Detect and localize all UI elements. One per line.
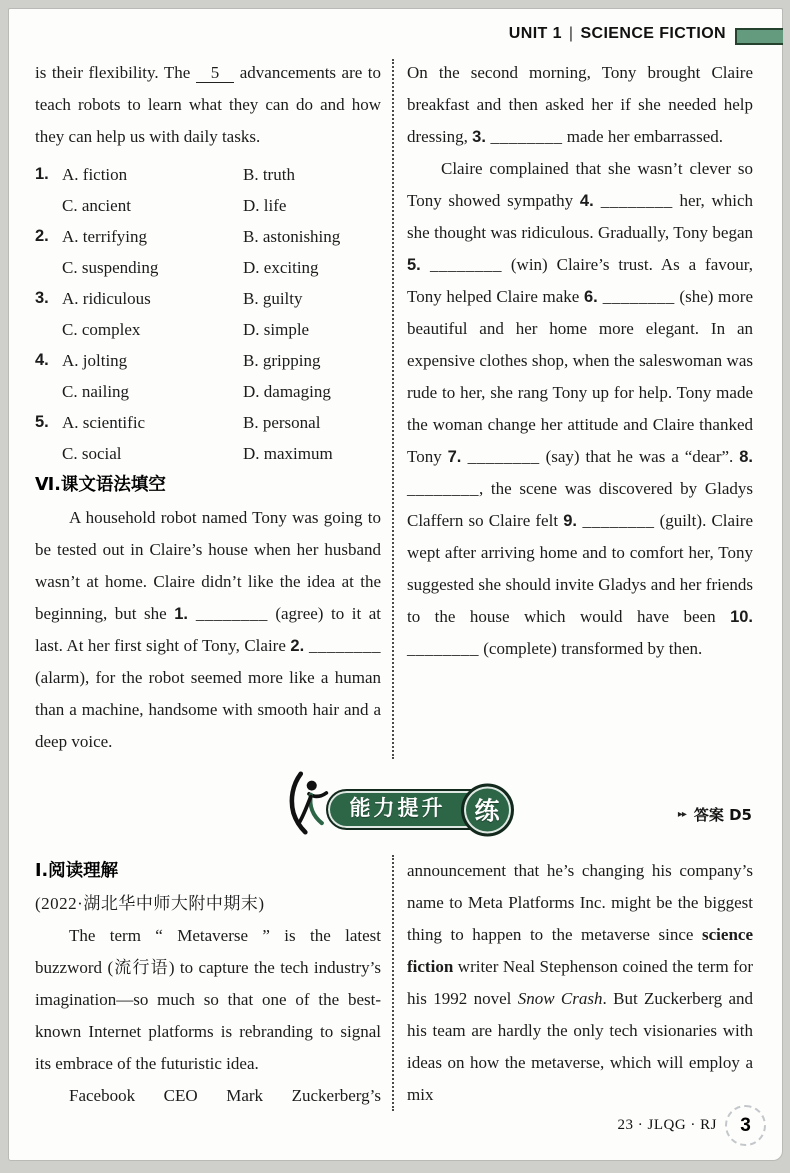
option-b: B. personal: [243, 413, 321, 432]
column-divider-bottom: [392, 855, 394, 1111]
page: [8, 8, 783, 1161]
option-a: A. terrifying: [62, 227, 147, 246]
grammar-fill-paragraph: A household robot named Tony was going to be tested out in Claire’s house when her husband wasn’t at home. Claire didn’t like the idea at the beginning, but she 1. ________ (agree) to it at last. At her first sight of Tony, Claire 2. ________ (alarm), for the robot seemed more like a human than a machine, handsome with smooth hair and a deep voice.: [35, 508, 381, 751]
ability-practice-badge: [286, 775, 506, 844]
bottom-left-column: [35, 855, 381, 1112]
question-number: [35, 314, 62, 345]
option-row: [35, 314, 381, 345]
top-left-column: [35, 57, 381, 758]
option-c: C. suspending: [62, 258, 159, 277]
header-divider: |: [568, 25, 574, 42]
option-row: [35, 221, 381, 252]
reading-paragraph-1: The term “ Metaverse ” is the latest buzzword (流行语) to capture the tech industry’s imagination—so much so that one of the best-known Internet platforms is rebranding to signal its embrace of the futuristic idea.: [35, 926, 381, 1073]
question-number: [35, 252, 62, 283]
option-d: D. simple: [243, 320, 310, 339]
section-heading-grammar-fill: Ⅵ.课文语法填空: [35, 475, 166, 495]
unit-label: UNIT 1: [508, 25, 562, 42]
question-number: [35, 376, 62, 407]
badge-label: 能力提升: [326, 789, 506, 830]
option-d: D. maximum: [243, 444, 333, 463]
answer-reference: [678, 804, 752, 825]
header-green-bar: [735, 28, 783, 45]
reading-paragraph-2: Facebook CEO Mark Zuckerberg’s: [69, 1086, 381, 1105]
reading-paragraph-cont: announcement that he’s changing his company’s name to Meta Platforms Inc. might be the biggest thing to happen to the metaverse since science fiction writer Neal Stephenson coined the term for his 1992 novel Snow Crash. But Zuckerberg and his team are hardly the only tech visionaries with ideas on how the metaverse, which will employ a mix: [407, 861, 753, 1104]
bottom-right-column: [407, 855, 753, 1111]
grammar-fill-paragraph-cont: On the second morning, Tony brought Claire breakfast and then asked her if she needed help dressing, 3. ________ made her embarrassed.: [407, 63, 753, 146]
column-divider-top: [392, 59, 394, 759]
option-b: B. truth: [243, 165, 295, 184]
question-number: 5.: [35, 413, 49, 431]
option-row: [35, 190, 381, 221]
top-right-column: [407, 57, 753, 665]
question-number: 3.: [35, 289, 49, 307]
option-row: [35, 376, 381, 407]
option-d: D. life: [243, 196, 287, 215]
option-row: [35, 345, 381, 376]
option-d: D. damaging: [243, 382, 331, 401]
option-c: C. ancient: [62, 196, 131, 215]
page-number: 3: [740, 1114, 751, 1136]
option-a: A. fiction: [62, 165, 128, 184]
question-number: 2.: [35, 227, 49, 245]
option-c: C. nailing: [62, 382, 130, 401]
option-c: C. social: [62, 444, 122, 463]
option-a: A. jolting: [62, 351, 128, 370]
option-d: D. exciting: [243, 258, 319, 277]
option-a: A. scientific: [62, 413, 146, 432]
book-code: 23 · JLQG · RJ: [617, 1117, 717, 1133]
question-number: [35, 190, 62, 221]
page-footer: [618, 1105, 767, 1146]
option-b: B. gripping: [243, 351, 321, 370]
question-number: [35, 438, 62, 469]
option-row: [35, 252, 381, 283]
badge-pill-group: [326, 789, 506, 830]
grammar-fill-paragraph-2: Claire complained that she wasn’t clever so Tony showed sympathy 4. ________ her, which she thought was ridiculous. Gradually, Tony began 5. ________ (win) Claire’s trust. As a favour, Tony helped Claire make 6. ________ (she) more beautiful and her home more elegant. In an expensive clothes shop, when the saleswoman was rude to her, she rang Tony up for help. Tony made the woman change her attitude and Claire thanked Tony 7. ________ (say) that he was a “dear”. 8. ________, the scene was discovered by Gladys Claffern so Claire felt 9. ________ (guilt). Claire wept after arriving home and to comfort her, Tony suggested she should invite Gladys and her friends to the house which would have been 10. ________ (complete) transformed by then.: [407, 159, 753, 658]
option-c: C. complex: [62, 320, 141, 339]
options-list: [35, 159, 381, 469]
option-row: [35, 159, 381, 190]
answer-ref-label: 答案 D5: [693, 806, 752, 824]
option-row: [35, 407, 381, 438]
option-b: B. guilty: [243, 289, 303, 308]
option-b: B. astonishing: [243, 227, 341, 246]
cloze-intro-paragraph: is their flexibility. The 5 advancements are to teach robots to learn what they can do and how they can help us with daily tasks.: [35, 63, 381, 146]
option-row: [35, 283, 381, 314]
option-row: [35, 438, 381, 469]
page-header: [509, 25, 726, 43]
section-heading-reading: Ⅰ.阅读理解: [35, 861, 119, 881]
double-arrow-icon: ▸▸: [677, 809, 686, 820]
badge-circle-label: 练: [461, 783, 514, 836]
page-number-badge: [725, 1105, 766, 1146]
section-title: SCIENCE FICTION: [580, 25, 726, 42]
option-a: A. ridiculous: [62, 289, 151, 308]
question-number: 4.: [35, 351, 49, 369]
exam-source-line: (2022·湖北华中师大附中期末): [35, 894, 265, 913]
question-number: 1.: [35, 165, 49, 183]
